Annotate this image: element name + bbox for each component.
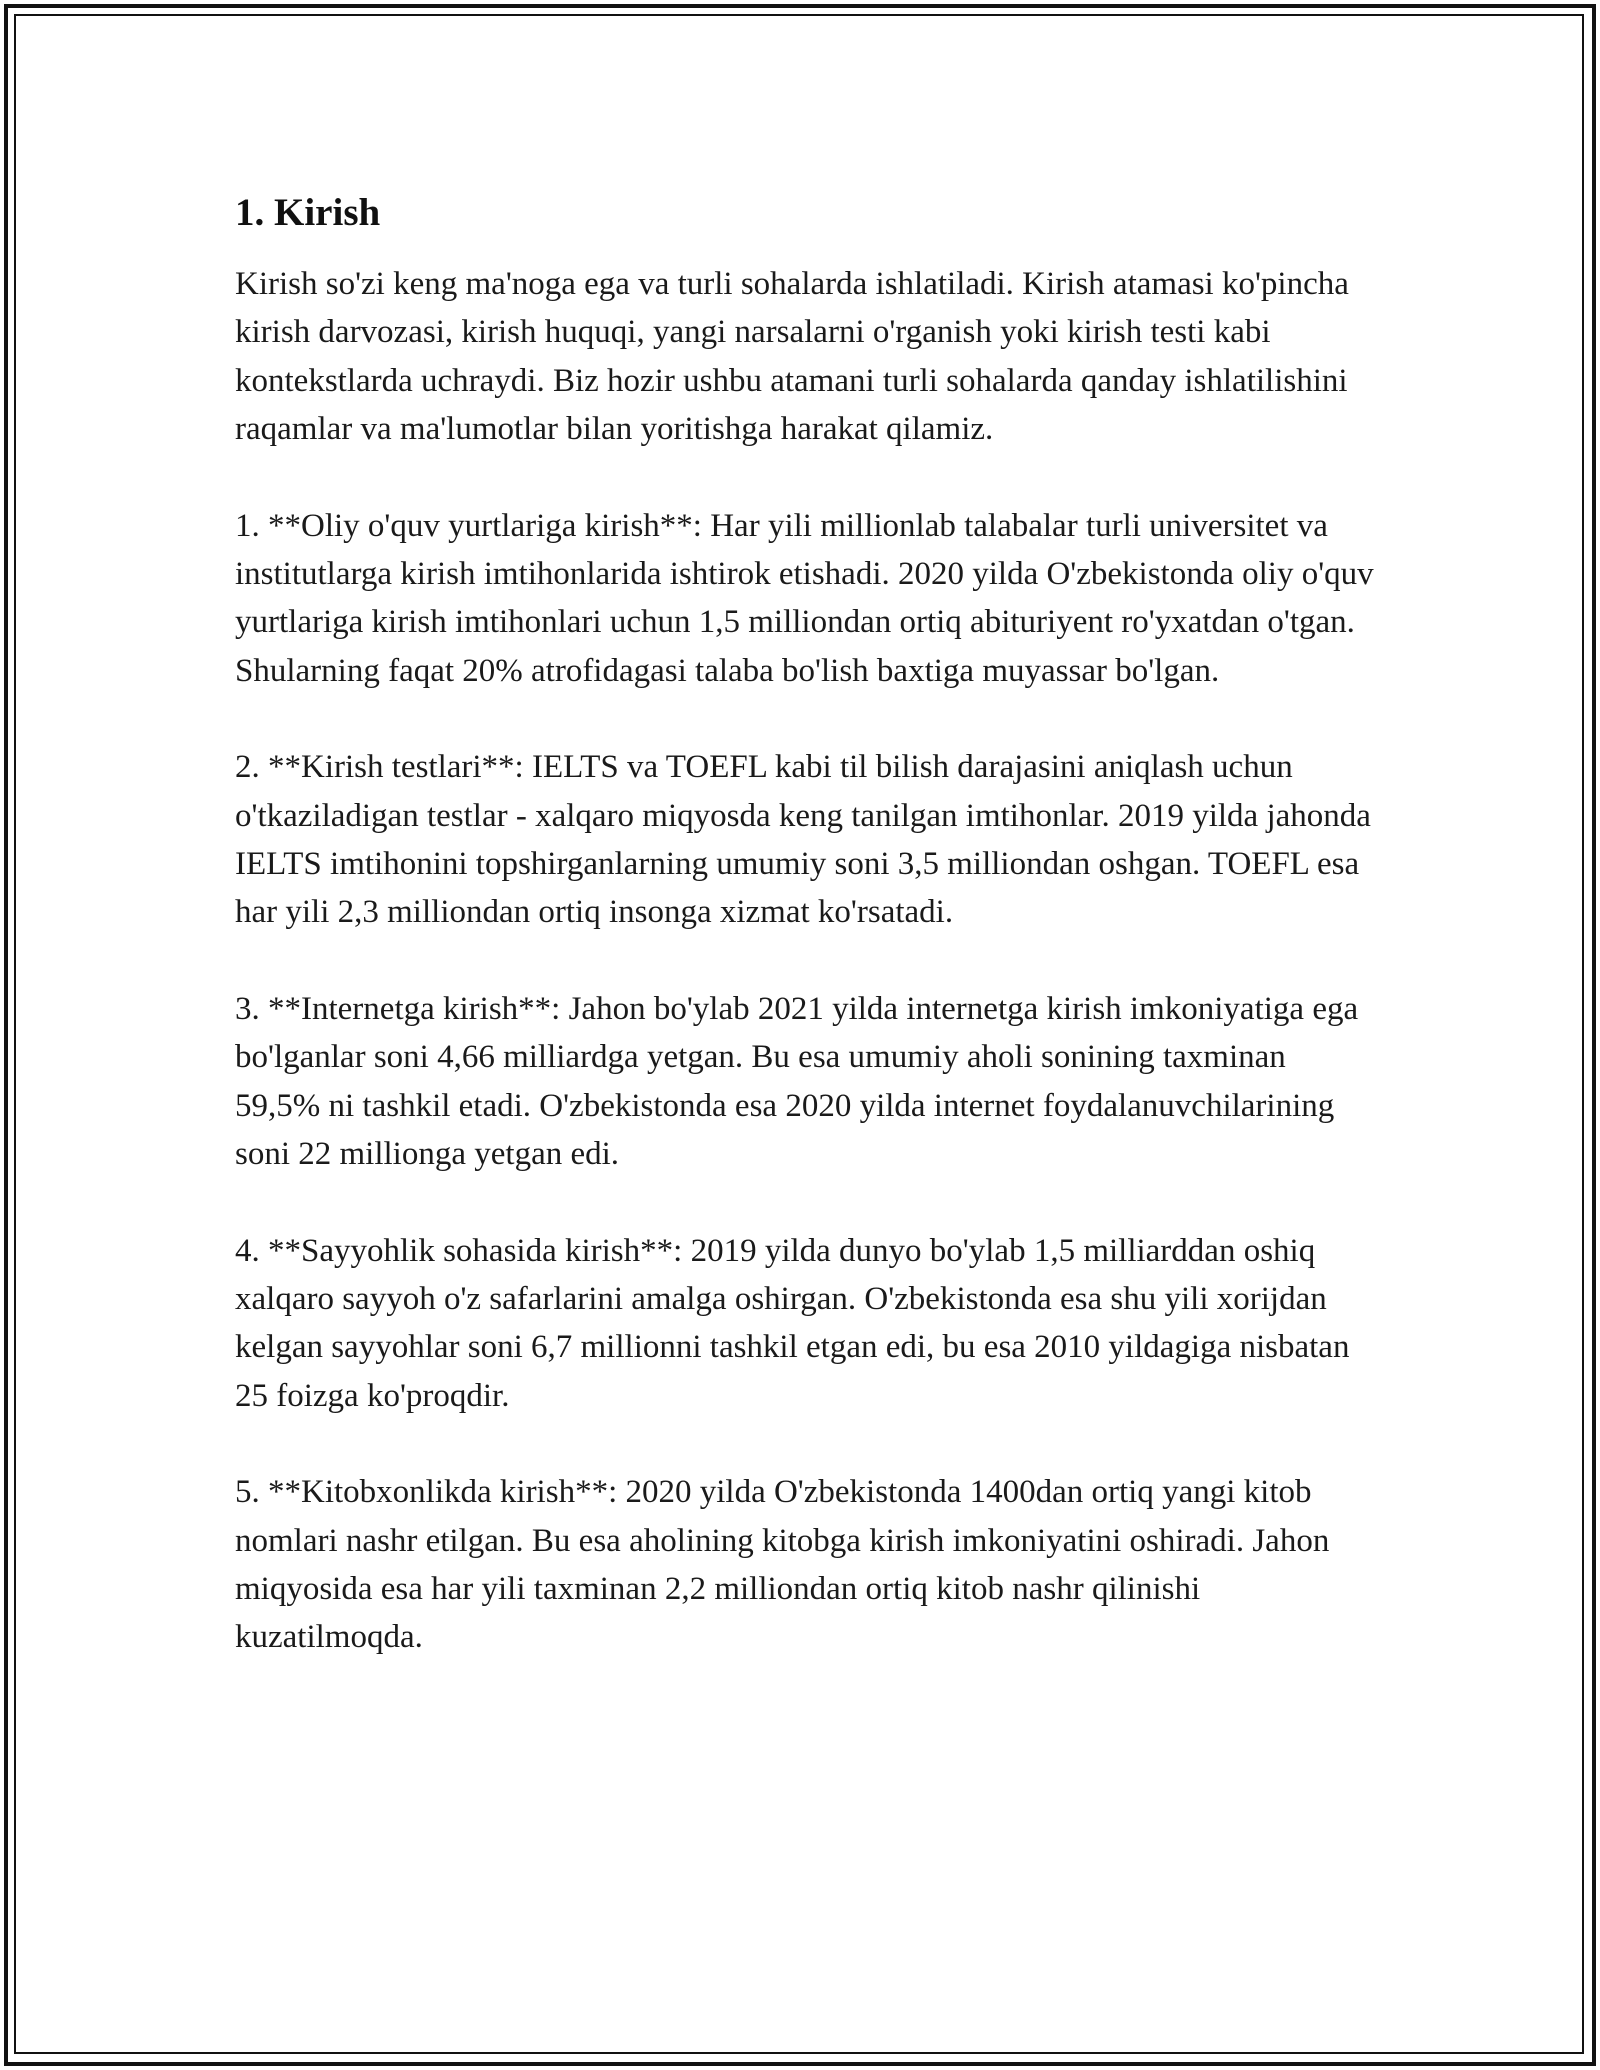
intro-paragraph: Kirish so'zi keng ma'noga ega va turli sohalarda ishlatiladi. Kirish atamasi ko'pincha kirish darvozasi, kirish huquqi, yangi narsalarni o'rganish yoki kirish testi kabi kontekstlarda uchraydi. Biz hozir ushbu atamani turli sohalarda qanday ishlatilishini raqamlar va ma'lumotlar bilan yoritishga harakat qilamiz. [235, 266, 1349, 448]
paragraph-internet-access: 3. **Internetga kirish**: Jahon bo'ylab 2021 yilda internetga kirish imkoniyatiga ega bo'lganlar soni 4,66 milliardga yetgan. Bu esa umumiy aholi sonining taxminan 59,5% ni tashkil etadi. O'zbekistonda esa 2020 yilda internet foydalanuvchilarining soni 22 millionga yetgan edi. [235, 990, 1359, 1173]
section-heading: 1. Kirish [235, 191, 381, 234]
paragraph-entrance-tests: 2. **Kirish testlari**: IELTS va TOEFL kabi til bilish darajasini aniqlash uchun o'tkaziladigan testlar - xalqaro miqyosda keng tanilgan imtihonlar. 2019 yilda jahonda IELTS imtihonini topshirganlarning umumiy soni 3,5 milliondan oshgan. TOEFL esa har yili 2,3 milliondan ortiq insonga xizmat ko'rsatadi. [235, 749, 1371, 931]
paragraph-higher-education: 1. **Oliy o'quv yurtlariga kirish**: Har yili millionlab talabalar turli universitet va institutlarga kirish imtihonlarida ishtirok etishadi. 2020 yilda O'zbekistonda oliy o'quv yurtlariga kirish imtihonlari uchun 1,5 milliondan ortiq abituriyent ro'yxatdan o'tgan. Shularning faqat 20% atrofidagasi talaba bo'lish baxtiga muyassar bo'lgan. [235, 507, 1374, 689]
paragraph-tourism: 4. **Sayyohlik sohasida kirish**: 2019 yilda dunyo bo'ylab 1,5 milliarddan oshiq xalqaro sayyoh o'z safarlarini amalga oshirgan. O'zbekistonda esa shu yili xorijdan kelgan sayyohlar soni 6,7 millionni tashkil etgan edi, bu esa 2010 yildagiga nisbatan 25 foizga ko'proqdir. [235, 1232, 1350, 1414]
paragraph-reading: 5. **Kitobxonlikda kirish**: 2020 yilda O'zbekistonda 1400dan ortiq yangi kitob nomlari nashr etilgan. Bu esa aholining kitobga kirish imkoniyatini oshiradi. Jahon miqyosida esa har yili taxminan 2,2 milliondan ortiq kitob nashr qilinishi kuzatilmoqda. [235, 1474, 1330, 1656]
document-body [235, 188, 1375, 1710]
